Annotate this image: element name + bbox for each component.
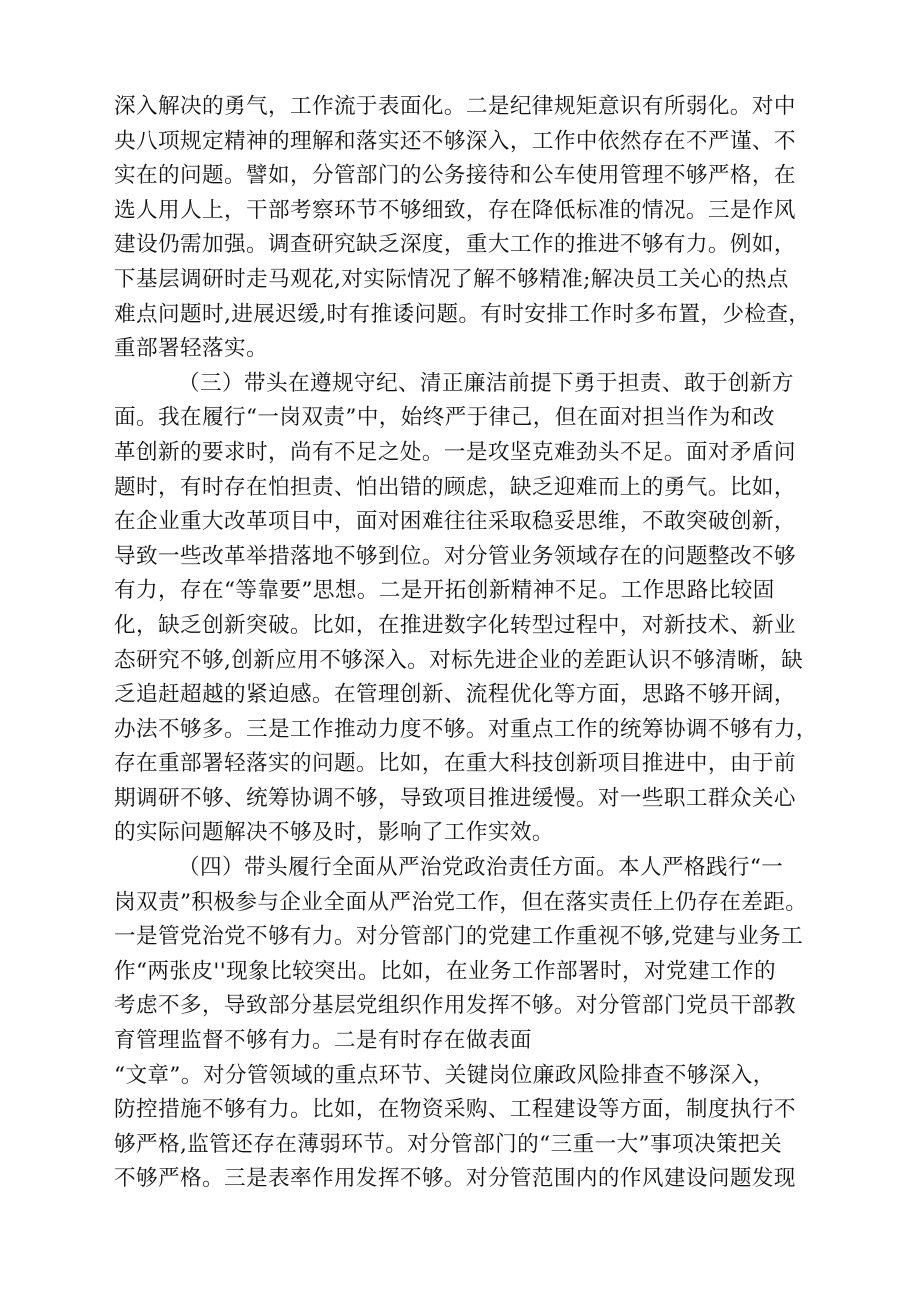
text-line: 够严格,监管还存在薄弱环节。对分管部门的“三重一大”事项决策把关: [114, 1131, 782, 1157]
text-line: 一是管党治党不够有力。对分管部门的党建工作重视不够,党建与业务工: [114, 924, 804, 950]
text-line: 办法不够多。三是工作推动力度不够。对重点工作的统筹协调不够有力，: [114, 716, 818, 742]
text-line: 态研究不够,创新应用不够深入。对标先进企业的差距认识不够清晰，缺: [114, 647, 804, 673]
text-line: 不够严格。三是表率作用发挥不够。对分管范围内的作风建设问题发现: [114, 1166, 796, 1192]
text-line: 题时，有时存在怕担责、怕出错的顾虑，缺乏迎难而上的勇气。比如，: [114, 474, 796, 500]
text-line: 下基层调研时走马观花,对实际情况了解不够精准;解决员工关心的热点: [114, 266, 789, 292]
text-line: 的实际问题解决不够及时，影响了工作实效。: [114, 820, 554, 846]
text-line: 革创新的要求时，尚有不足之处。一是攻坚克难劲头不足。面对矛盾问: [114, 439, 796, 465]
text-line: 作“两张皮''现象比较突出。比如，在业务工作部署时，对党建工作的: [114, 958, 776, 984]
text-line: 存在重部署轻落实的问题。比如，在重大科技创新项目推进中，由于前: [114, 751, 796, 777]
text-line: “文章”。对分管领域的重点环节、关键岗位廉政风险排查不够深入，: [114, 1062, 775, 1088]
document-body: [114, 90, 844, 1197]
text-line: 考虑不多，导致部分基层党组织作用发挥不够。对分管部门党员干部教: [114, 993, 796, 1019]
text-line: 难点问题时,进展迟缓,时有推诿问题。有时安排工作时多布置，少检查，: [114, 301, 811, 327]
text-line: 防控措施不够有力。比如，在物资采购、工程建设等方面，制度执行不: [114, 1097, 796, 1123]
text-line: 深入解决的勇气，工作流于表面化。二是纪律规矩意识有所弱化。对中: [114, 94, 796, 119]
text-line: 央八项规定精神的理解和落实还不够深入，工作中依然存在不严谨、不: [114, 128, 796, 154]
text-line: 选人用人上，干部考察环节不够细致，存在降低标准的情况。三是作风: [114, 197, 796, 223]
text-line: 育管理监督不够有力。二是有时存在做表面: [114, 1028, 532, 1054]
section-three-heading-line: （三）带头在遵规守纪、清正廉洁前提下勇于担责、敢于创新方: [178, 370, 794, 396]
text-line: 乏追赶超越的紧迫感。在管理创新、流程优化等方面，思路不够开阔，: [114, 682, 796, 708]
text-line: 有力，存在“等靠要”思想。二是开拓创新精神不足。工作思路比较固: [114, 578, 775, 604]
text-line: 化，缺乏创新突破。比如，在推进数字化转型过程中，对新技术、新业: [114, 612, 796, 638]
section-four-heading-line: （四）带头履行全面从严治党政治责任方面。本人严格践行“一: [178, 855, 784, 881]
text-line: 期调研不够、统筹协调不够，导致项目推进缓慢。对一些职工群众关心: [114, 785, 796, 811]
text-line: 面。我在履行“一岗双责”中，始终严于律己，但在面对担当作为和改: [114, 405, 775, 431]
text-line: 岗双责”积极参与企业全面从严治党工作，但在落实责任上仍存在差距。: [114, 889, 808, 915]
text-line: 建设仍需加强。调查研究缺乏深度，重大工作的推进不够有力。例如，: [114, 232, 796, 258]
text-line: 实在的问题。譬如，分管部门的公务接待和公车使用管理不够严格，在: [114, 163, 796, 189]
text-line: 在企业重大改革项目中，面对困难往往采取稳妥思维，不敢突破创新，: [114, 509, 796, 535]
text-line: 导致一些改革举措落地不够到位。对分管业务领域存在的问题整改不够: [114, 543, 796, 569]
text-line: 重部署轻落实。: [114, 336, 268, 362]
